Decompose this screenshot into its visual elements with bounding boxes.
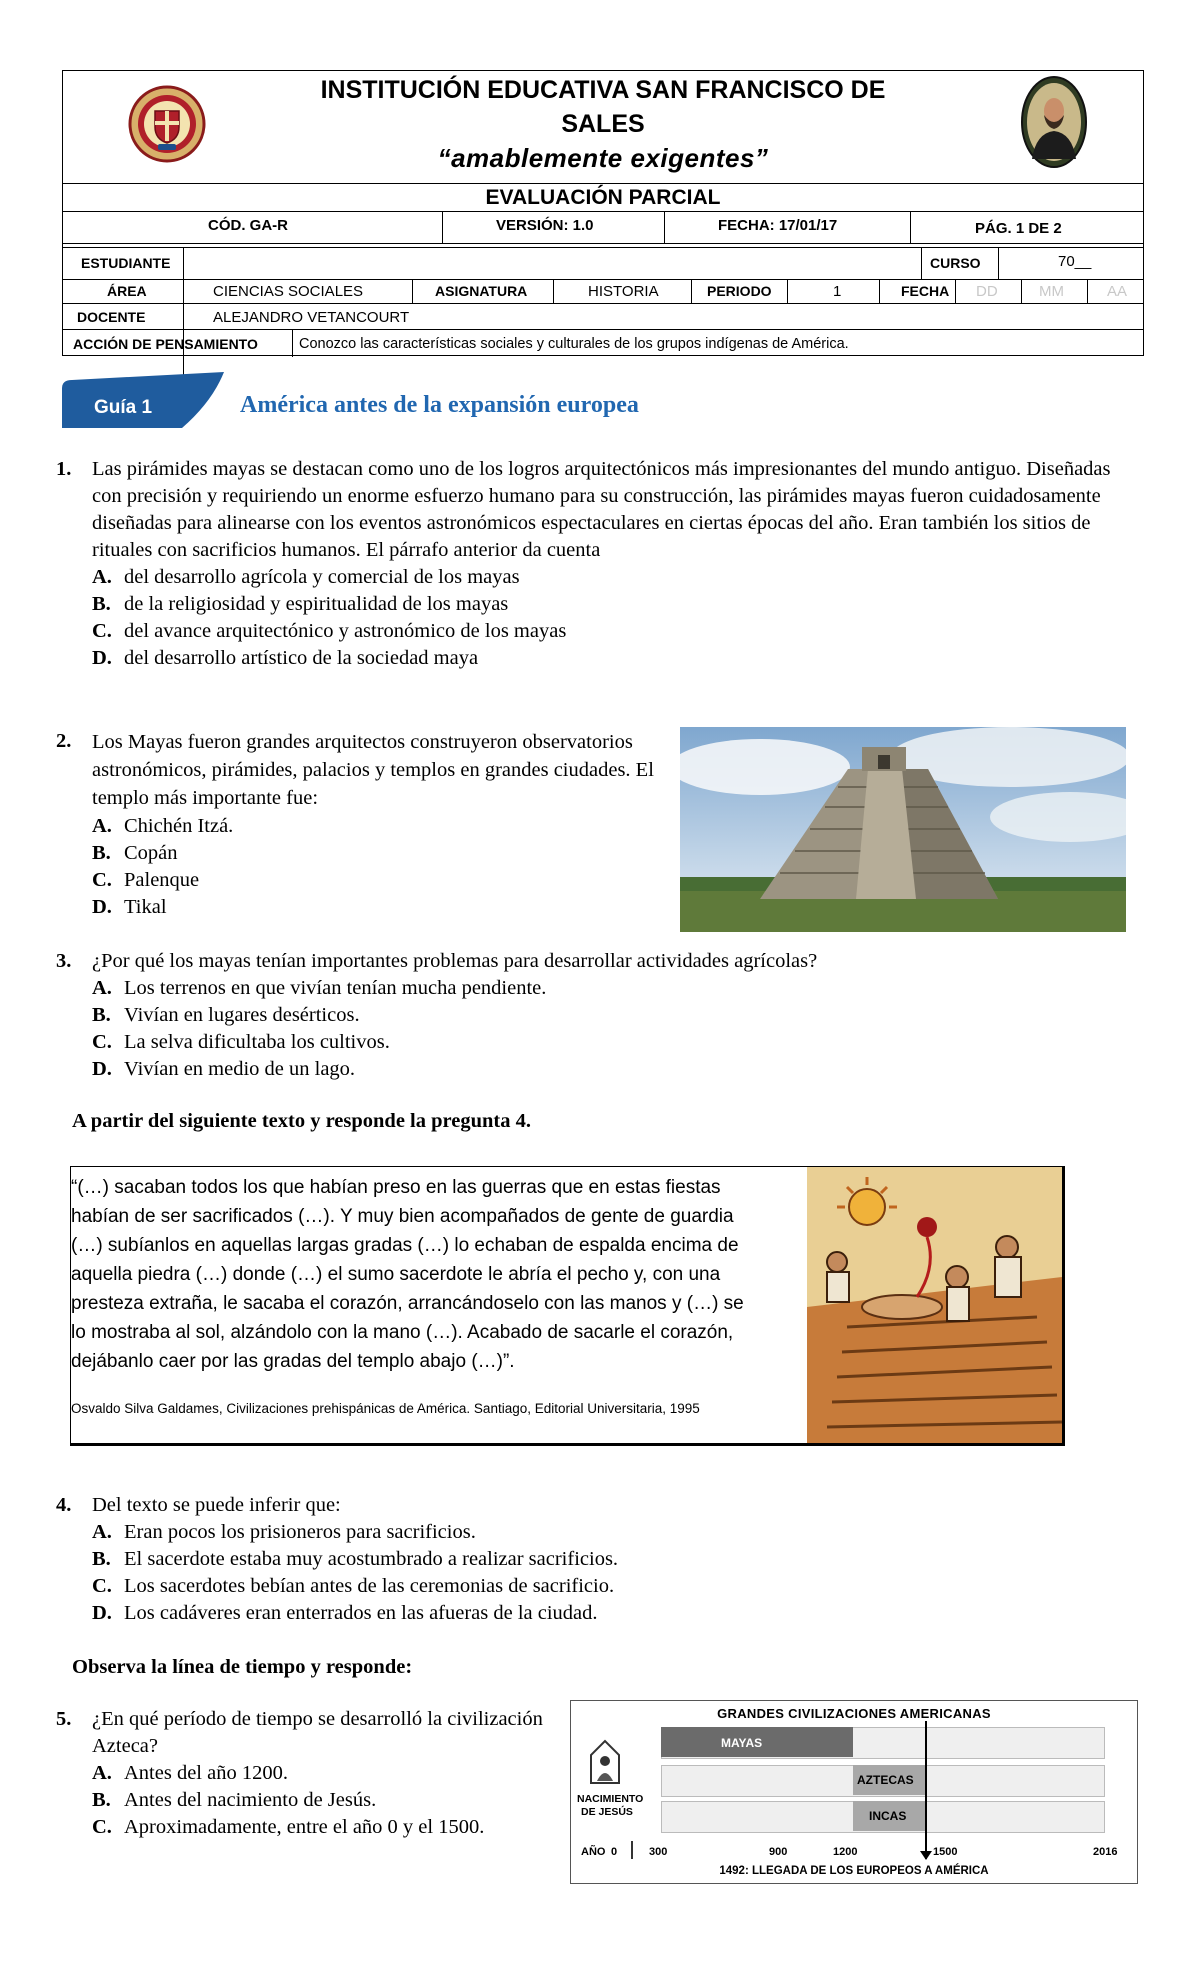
area-label: ÁREA xyxy=(107,283,147,299)
timeline-title: GRANDES CIVILIZACIONES AMERICANAS xyxy=(717,1706,991,1721)
guide-badge xyxy=(62,372,224,428)
timeline-arrival-caption: 1492: LLEGADA DE LOS EUROPEOS A AMÉRICA xyxy=(719,1865,989,1877)
answer-option[interactable]: B. Copán xyxy=(92,842,178,864)
doc-code: CÓD. GA-R xyxy=(208,217,288,234)
timeline-tick-900: 900 xyxy=(769,1846,788,1858)
period-value: 1 xyxy=(833,283,842,300)
answer-option[interactable]: D. del desarrollo artístico de la sociedad maya xyxy=(92,647,479,669)
timeline-tick-1200: 1200 xyxy=(833,1846,858,1858)
doc-date: FECHA: 17/01/17 xyxy=(718,217,838,234)
page-number: PÁG. 1 DE 2 xyxy=(975,220,1062,237)
question-number: 1. xyxy=(56,458,72,480)
answer-option[interactable]: A. Los terrenos en que vivían tenían mucha pendiente. xyxy=(92,977,547,999)
quote-source: Osvaldo Silva Galdames, Civilizaciones prehispánicas de América. Santiago, Editorial Universitaria, 1995 xyxy=(71,1401,700,1416)
section-heading-q4: A partir del siguiente texto y responde la pregunta 4. xyxy=(72,1110,531,1132)
subject-label: ASIGNATURA xyxy=(435,283,528,299)
answer-option[interactable]: A. Antes del año 1200. xyxy=(92,1762,288,1784)
quote-box xyxy=(70,1166,1065,1446)
timeline-label-incas: INCAS xyxy=(869,1809,907,1823)
nativity-icon xyxy=(585,1735,625,1785)
timeline-diagram xyxy=(570,1700,1138,1884)
student-label: ESTUDIANTE xyxy=(81,255,171,271)
timeline-tick-0: 0 xyxy=(611,1846,618,1858)
timeline-year-label: AÑO xyxy=(581,1846,606,1858)
arrival-arrow xyxy=(925,1721,927,1859)
arrow-head-icon xyxy=(920,1851,932,1860)
answer-option[interactable]: B. de la religiosidad y espiritualidad de los mayas xyxy=(92,593,509,615)
teacher-value: ALEJANDRO VETANCOURT xyxy=(213,309,410,326)
answer-option[interactable]: B. El sacerdote estaba muy acostumbrado a realizar sacrificios. xyxy=(92,1548,619,1570)
answer-option[interactable]: C. del avance arquitectónico y astronómico de los mayas xyxy=(92,620,567,642)
answer-option[interactable]: D. Tikal xyxy=(92,896,167,918)
answer-option[interactable]: B. Antes del nacimiento de Jesús. xyxy=(92,1789,377,1811)
date-day-field[interactable]: DD xyxy=(976,283,998,300)
timeline-label-mayas: MAYAS xyxy=(721,1736,763,1750)
date-year-field[interactable]: AA xyxy=(1107,283,1128,300)
timeline-tick-2016: 2016 xyxy=(1093,1846,1118,1858)
answer-option[interactable]: C. Palenque xyxy=(92,869,200,891)
aztec-sacrifice-codex-image xyxy=(807,1167,1062,1444)
question-number: 4. xyxy=(56,1494,72,1516)
teacher-label: DOCENTE xyxy=(77,309,146,325)
period-label: PERIODO xyxy=(707,283,772,299)
school-name-line2: SALES xyxy=(561,110,645,138)
question-text: Los Mayas fueron grandes arquitectos construyeron observatorios astronómicos, pirámides, palacios y templos en grandes ciudades. El templo más importante fue: xyxy=(92,731,654,809)
question-number: 2. xyxy=(56,730,72,752)
guide-title: América antes de la expansión europea xyxy=(240,392,639,418)
quote-text: “(…) sacaban todos los que habían preso en las guerras que en estas fiestas habían de ser sacrificados (…). Y muy bien acompañados de gente de guardia (…) subíanlos en aquellas largas gradas (…) lo echaban de espalda encima de aquella piedra (…) donde (…) el sumo sacerdote le abría el pecho y, con una presteza extraña, le sacaba el corazón, arrancándoselo con las manos y (…) se lo mostraba al sol, alzándolo con la mano (…). Acabado de sacarle el corazón, dejábanlo caer por las gradas del templo abajo (…)”. xyxy=(71,1177,744,1372)
school-name-line1: INSTITUCIÓN EDUCATIVA SAN FRANCISCO DE xyxy=(320,76,886,104)
answer-option[interactable]: A. Eran pocos los prisioneros para sacrificios. xyxy=(92,1521,476,1543)
evaluation-title: EVALUACIÓN PARCIAL xyxy=(485,186,721,209)
question-text: ¿En qué período de tiempo se desarrolló la civilización Azteca? xyxy=(92,1708,543,1757)
section-heading-q5: Observa la línea de tiempo y responde: xyxy=(72,1656,413,1678)
answer-option[interactable]: C. Los sacerdotes bebían antes de las ceremonias de sacrificio. xyxy=(92,1575,615,1597)
answer-option[interactable]: C. La selva dificultaba los cultivos. xyxy=(92,1031,390,1053)
guide-badge-label: Guía 1 xyxy=(94,397,153,418)
timeline-nacimiento-label: NACIMIENTO DE JESÚS xyxy=(577,1793,644,1818)
thinking-action-label: ACCIÓN DE PENSAMIENTO xyxy=(73,336,258,352)
answer-option[interactable]: C. Aproximadamente, entre el año 0 y el 1500. xyxy=(92,1816,485,1838)
answer-option[interactable]: D. Vivían en medio de un lago. xyxy=(92,1058,356,1080)
chichen-itza-pyramid-image xyxy=(680,727,1126,932)
question-text: ¿Por qué los mayas tenían importantes problemas para desarrollar actividades agrícolas? xyxy=(92,950,818,972)
answer-option[interactable]: A. del desarrollo agrícola y comercial de los mayas xyxy=(92,566,520,588)
answer-option[interactable]: B. Vivían en lugares desérticos. xyxy=(92,1004,360,1026)
timeline-label-aztecas: AZTECAS xyxy=(857,1773,914,1787)
answer-option[interactable]: A. Chichén Itzá. xyxy=(92,815,234,837)
subject-value: HISTORIA xyxy=(588,283,659,300)
doc-version: VERSIÓN: 1.0 xyxy=(496,217,594,234)
timeline-tick-1500: 1500 xyxy=(933,1846,958,1858)
date-label: FECHA xyxy=(901,283,950,299)
timeline-tick-300: 300 xyxy=(649,1846,668,1858)
evaluation-header xyxy=(62,70,1144,356)
thinking-action-value: Conozco las características sociales y culturales de los grupos indígenas de América. xyxy=(299,336,849,352)
answer-option[interactable]: D. Los cadáveres eran enterrados en las afueras de la ciudad. xyxy=(92,1602,598,1624)
school-motto: “amablemente exigentes” xyxy=(437,143,769,173)
question-text: Del texto se puede inferir que: xyxy=(92,1494,341,1516)
student-name-field[interactable] xyxy=(187,251,917,277)
question-number: 3. xyxy=(56,950,72,972)
area-value: CIENCIAS SOCIALES xyxy=(213,283,364,300)
course-value: 70__ xyxy=(1058,253,1092,270)
question-number: 5. xyxy=(56,1708,72,1730)
date-month-field[interactable]: MM xyxy=(1039,283,1064,300)
course-label: CURSO xyxy=(930,255,981,271)
question-text: Las pirámides mayas se destacan como uno de los logros arquitectónicos más impresionantes del mundo antiguo. Diseñadas con precisión y requiriendo un enorme esfuerzo humano para su construcción, las pirámides mayas fueron cuidadosamente diseñadas para alinearse con los eventos astronómicos espectaculares en ciertas épocas del año. Eran también los sitios de rituales con sacrificios humanos. El párrafo anterior da cuenta xyxy=(92,458,1111,561)
